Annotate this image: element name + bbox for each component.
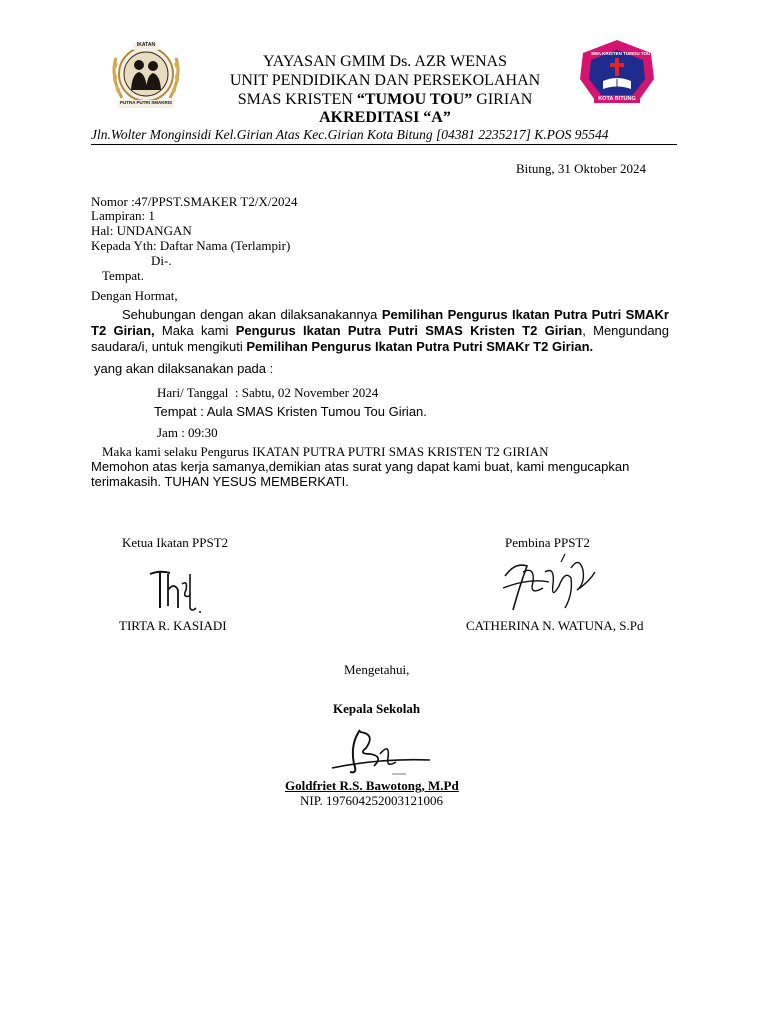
letter-di: Di-. bbox=[151, 253, 172, 268]
body-event-name-2: Pemilihan Pengurus Ikatan Putra Putri SMAKr T2 Girian. bbox=[246, 339, 594, 354]
head-title: Kepala Sekolah bbox=[333, 701, 421, 716]
schedule-venue: Tempat : Aula SMAS Kristen Tumou Tou Girian. bbox=[154, 404, 427, 419]
ikatan-logo-top-text: IKATAN bbox=[136, 42, 156, 48]
closing-line-3: terimakasih. TUHAN YESUS MEMBERKATI. bbox=[91, 474, 349, 489]
acknowledged-label: Mengetahui, bbox=[344, 662, 410, 677]
head-nip: NIP. 197604252003121006 bbox=[300, 793, 444, 808]
closing-line-2: Memohon atas kerja samanya,demikian atas surat yang dapat kami buat, kami mengucapkan bbox=[91, 459, 630, 474]
letter-subject: Hal: UNDANGAN bbox=[91, 223, 192, 238]
schedule-intro: yang akan dilaksanakan pada : bbox=[94, 361, 274, 376]
school-logo-bottom-text: KOTA BITUNG bbox=[598, 96, 636, 102]
letterhead-divider bbox=[91, 144, 677, 145]
ikatan-logo-bottom-text: PUTRA PUTRI SMAKRIS bbox=[119, 100, 173, 105]
letter-attachment: Lampiran: 1 bbox=[91, 208, 155, 223]
head-name: Goldfriet R.S. Bawotong, M.Pd bbox=[285, 778, 459, 793]
letter-number: Nomor :47/PPST.SMAKER T2/X/2024 bbox=[91, 194, 298, 209]
schedule-time: Jam : 09:30 bbox=[157, 425, 218, 440]
letter-body bbox=[91, 307, 669, 355]
letterhead-foundation: YAYASAN GMIM Ds. AZR WENAS bbox=[262, 53, 508, 70]
right-signature bbox=[499, 548, 605, 616]
body-text-1: Sehubungan dengan akan dilaksanakannya bbox=[122, 307, 382, 322]
ikatan-logo bbox=[106, 38, 186, 112]
right-signatory-name: CATHERINA N. WATUNA, S.Pd bbox=[466, 618, 644, 633]
right-signatory-title: Pembina PPST2 bbox=[505, 535, 590, 550]
letterhead-accreditation: AKREDITASI “A” bbox=[319, 109, 451, 126]
left-signatory-name: TIRTA R. KASIADI bbox=[119, 618, 227, 633]
school-logo bbox=[577, 39, 657, 107]
school-suffix: GIRIAN bbox=[472, 91, 533, 108]
letterhead-unit: UNIT PENDIDIKAN DAN PERSEKOLAHAN bbox=[229, 72, 541, 89]
letterhead-school bbox=[180, 90, 590, 109]
body-organizer: Pengurus Ikatan Putra Putri SMAS Kristen T2 Girian bbox=[235, 323, 583, 338]
school-prefix: SMAS KRISTEN bbox=[237, 91, 357, 108]
school-logo-arc-text: SMA KRISTEN TUMOU TOU bbox=[591, 51, 651, 56]
letter-place: Tempat. bbox=[102, 268, 145, 283]
body-text-3: , Mengundang saudara/i, untuk mengikuti bbox=[91, 323, 670, 354]
closing-line-1: Maka kami selaku Pengurus IKATAN PUTRA PUTRI SMAS KRISTEN T2 GIRIAN bbox=[102, 444, 549, 459]
body-text-2: Maka kami bbox=[154, 323, 236, 338]
school-name: “TUMOU TOU” bbox=[356, 91, 473, 108]
left-signatory-title: Ketua Ikatan PPST2 bbox=[122, 535, 229, 550]
letterhead-address: Jln.Wolter Monginsidi Kel.Girian Atas Kec.Girian Kota Bitung [04381 2235217] K.POS 95544 bbox=[91, 127, 609, 142]
letter-greeting: Dengan Hormat, bbox=[91, 288, 178, 303]
schedule-day-date: Hari/ Tanggal : Sabtu, 02 November 2024 bbox=[157, 385, 379, 400]
left-signature bbox=[146, 564, 210, 616]
body-event-name: Pemilihan Pengurus Ikatan Putra Putri SMAKr T2 Girian, bbox=[91, 307, 669, 338]
head-signature bbox=[330, 724, 434, 778]
place-date: Bitung, 31 Oktober 2024 bbox=[516, 161, 646, 176]
letter-recipient: Kepada Yth: Daftar Nama (Terlampir) bbox=[91, 238, 291, 253]
